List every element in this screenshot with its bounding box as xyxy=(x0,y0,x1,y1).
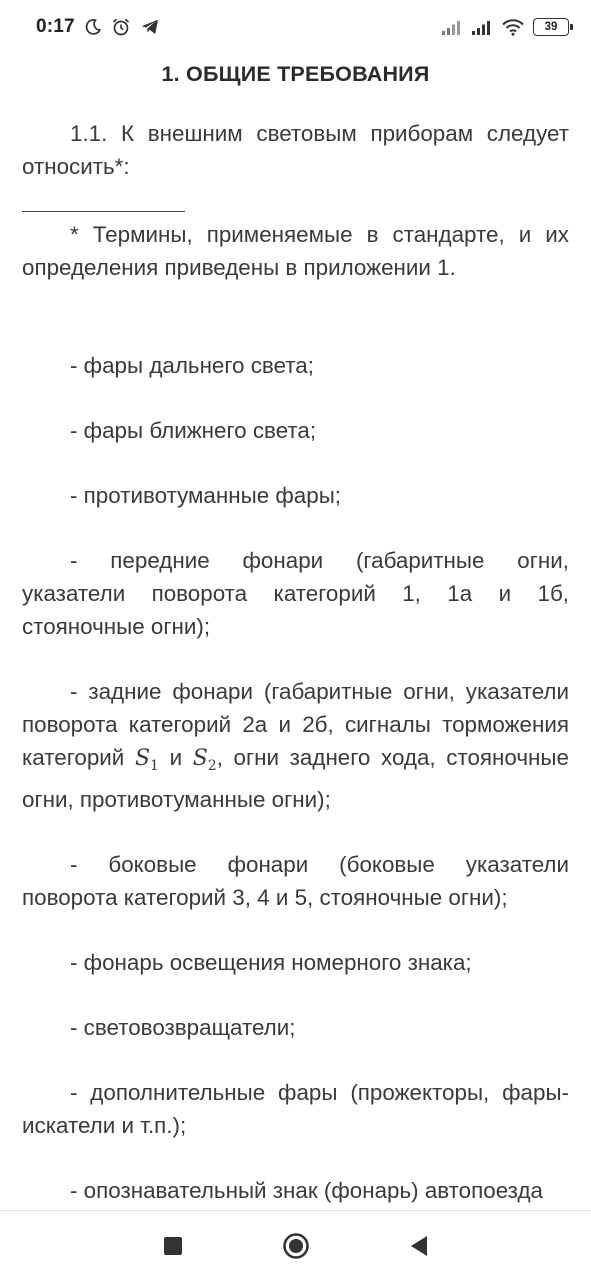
status-right xyxy=(441,18,569,36)
footnote-separator xyxy=(22,211,185,212)
list-item: - боковые фонари (боковые указатели поворота категорий 3, 4 и 5, стояночные огни); xyxy=(22,852,569,910)
signal-icon xyxy=(441,19,463,35)
recents-square-icon xyxy=(163,1236,183,1256)
navigation-bar xyxy=(0,1210,591,1280)
list-item: - дополнительные фары (прожекторы, фары-искатели и т.п.); xyxy=(22,1080,569,1138)
list-item: - опознавательный знак (фонарь) автопоезда xyxy=(70,1178,543,1203)
moon-icon xyxy=(84,18,102,36)
category-s1: $S_1$ xyxy=(134,746,159,774)
document-body xyxy=(22,54,569,1210)
home-button[interactable] xyxy=(234,1216,357,1276)
alarm-clock-icon xyxy=(111,17,131,37)
list-item: - передние фонари (габаритные огни, указатели поворота категорий 1, 1а и 1б, стояночные огни); xyxy=(22,548,569,639)
category-s2: $S_2$ xyxy=(192,746,217,774)
rear-lamps-and: и xyxy=(169,745,183,770)
list-item: - противотуманные фары; xyxy=(70,483,342,508)
footnote-text: * Термины, применяемые в стандарте, и их определения приведены в приложении 1. xyxy=(22,222,569,280)
battery-icon xyxy=(533,18,569,36)
paragraph-1-1: 1.1. К внешним световым приборам следует относить*: xyxy=(22,121,569,179)
list-item: - световозвращатели; xyxy=(70,1015,296,1040)
telegram-icon xyxy=(140,18,160,36)
status-time: 0:17 xyxy=(36,16,75,37)
back-triangle-icon xyxy=(409,1235,429,1257)
battery-level: 39 xyxy=(544,21,558,33)
status-left xyxy=(36,16,160,38)
list-item xyxy=(22,675,569,816)
home-circle-icon xyxy=(282,1232,310,1260)
status-bar xyxy=(0,0,591,54)
wifi-icon xyxy=(501,18,525,36)
rear-lamps-text-b: , огни заднего хода, стояночные огни, противотуманные огни); xyxy=(22,745,569,812)
list-item: - фары ближнего света; xyxy=(70,418,317,443)
list-item: - фары дальнего света; xyxy=(70,353,314,378)
page-title: 1. ОБЩИЕ ТРЕБОВАНИЯ xyxy=(161,62,430,86)
list-item: - фонарь освещения номерного знака; xyxy=(70,950,472,975)
rear-lamps-text-a: - задние фонари (габаритные огни, указатели поворота категорий 2а и 2б, сигналы торможения категорий xyxy=(22,679,569,770)
back-button[interactable] xyxy=(357,1216,480,1276)
recents-button[interactable] xyxy=(111,1216,234,1276)
signal-icon xyxy=(471,19,493,35)
